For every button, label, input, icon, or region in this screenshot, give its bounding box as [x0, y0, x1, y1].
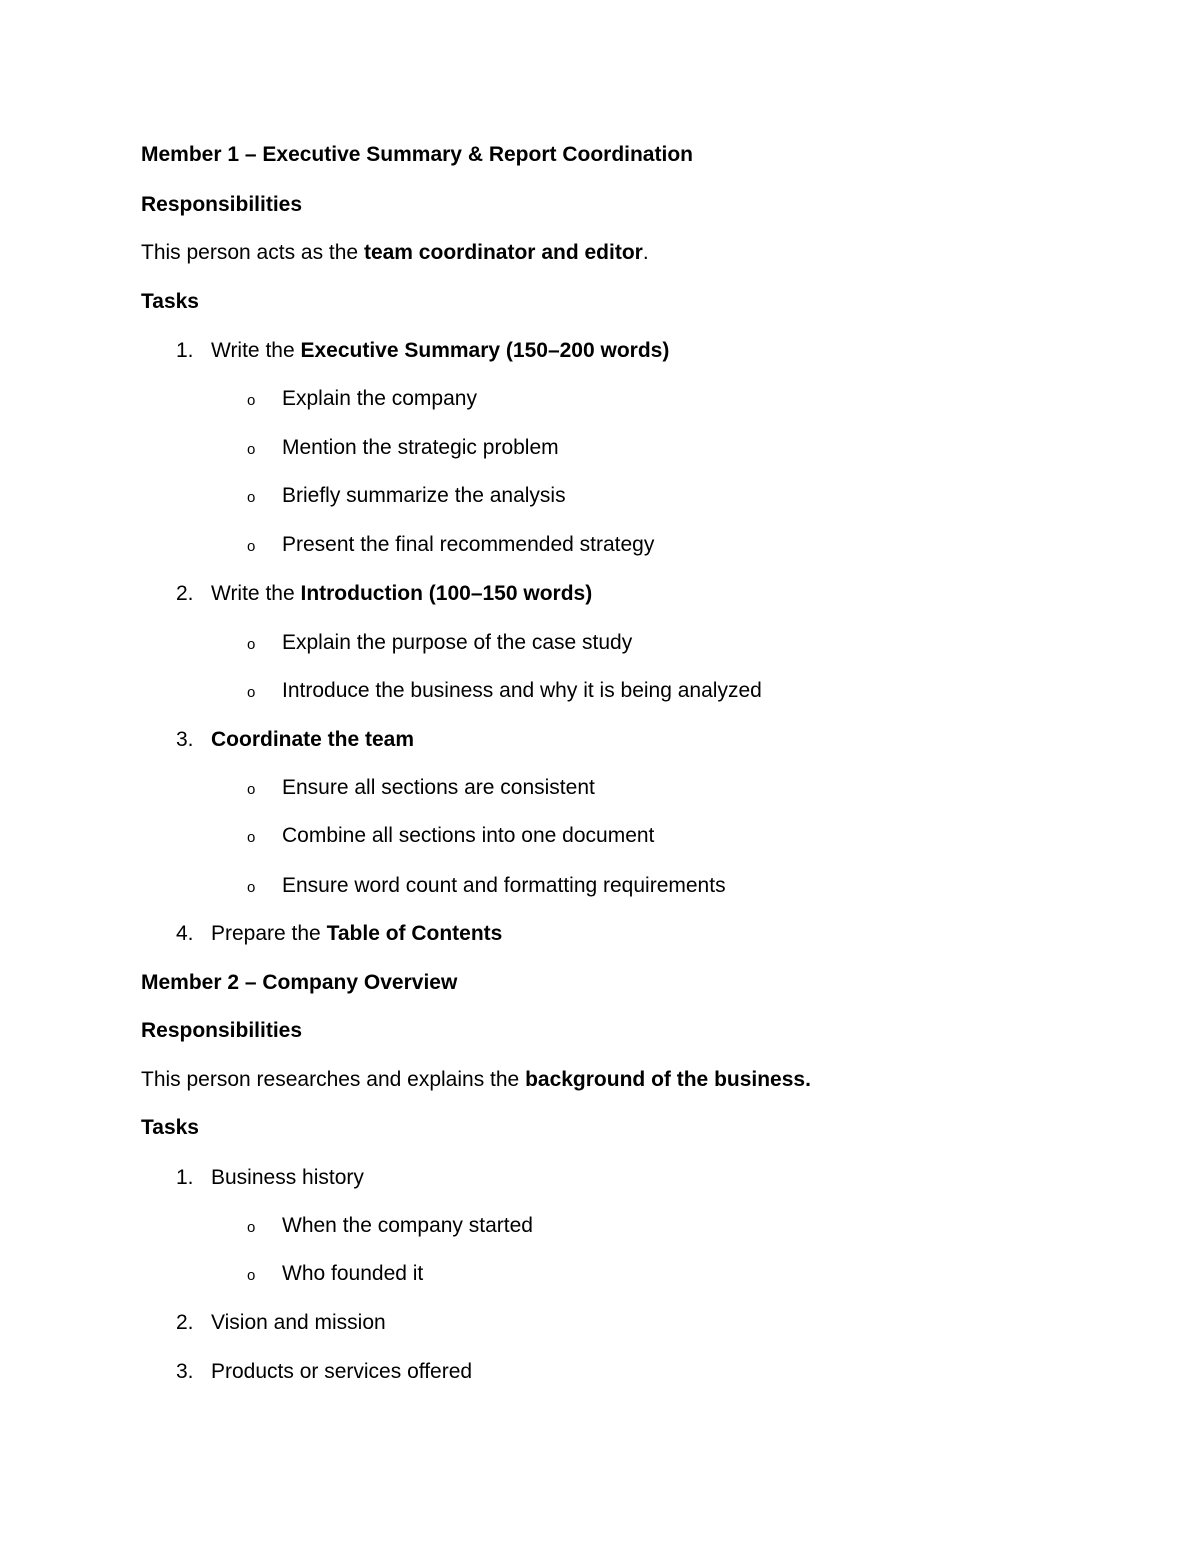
bullet-icon: o — [247, 392, 256, 409]
task-item: Business history — [211, 1166, 364, 1189]
task-item — [211, 336, 669, 366]
member1-intro-prefix: This person acts as the — [141, 241, 364, 264]
bullet-icon: o — [247, 538, 256, 555]
task-prefix: Write the — [211, 582, 301, 605]
list-item: Who founded it — [282, 1262, 424, 1285]
task-number: 4. — [176, 922, 194, 945]
task-item: Coordinate the team — [211, 728, 415, 751]
member2-intro — [141, 1065, 811, 1095]
bullet-icon: o — [247, 684, 256, 701]
task-prefix: Prepare the — [211, 922, 327, 945]
list-item: Ensure word count and formatting requirements — [282, 874, 726, 897]
list-item: Explain the company — [282, 387, 477, 410]
list-item: Combine all sections into one document — [282, 824, 655, 847]
member2-heading: Member 2 – Company Overview — [141, 971, 458, 994]
task-prefix: Write the — [211, 339, 301, 362]
list-item: Introduce the business and why it is being analyzed — [282, 679, 762, 702]
bullet-icon: o — [247, 636, 256, 653]
member1-responsibilities-heading: Responsibilities — [141, 193, 303, 216]
list-item: Explain the purpose of the case study — [282, 631, 633, 654]
bullet-icon: o — [247, 441, 256, 458]
task-number: 2. — [176, 582, 194, 605]
list-item: When the company started — [282, 1214, 533, 1237]
task-bold: Table of Contents — [326, 922, 503, 945]
member1-intro-bold: team coordinator and editor — [363, 241, 643, 264]
bullet-icon: o — [247, 489, 256, 506]
member1-intro-suffix: . — [642, 241, 649, 264]
bullet-icon: o — [247, 879, 256, 896]
member1-intro — [141, 238, 649, 268]
bullet-icon: o — [247, 1267, 256, 1284]
bullet-icon: o — [247, 1219, 256, 1236]
task-number: 2. — [176, 1311, 194, 1334]
member2-responsibilities-heading: Responsibilities — [141, 1019, 303, 1042]
list-item: Briefly summarize the analysis — [282, 484, 566, 507]
member1-tasks-heading: Tasks — [141, 290, 199, 313]
list-item: Mention the strategic problem — [282, 436, 559, 459]
task-number: 1. — [176, 339, 194, 362]
task-item — [211, 919, 502, 949]
task-bold: Introduction (100–150 words) — [300, 582, 593, 605]
list-item: Ensure all sections are consistent — [282, 776, 595, 799]
task-item: Products or services offered — [211, 1360, 473, 1383]
bullet-icon: o — [247, 781, 256, 798]
list-item: Present the final recommended strategy — [282, 533, 655, 556]
member2-intro-suffix: . — [805, 1068, 811, 1091]
member1-heading: Member 1 – Executive Summary & Report Coordination — [141, 143, 693, 166]
bullet-icon: o — [247, 829, 256, 846]
task-item — [211, 579, 592, 609]
task-item: Vision and mission — [211, 1311, 386, 1334]
member2-intro-bold: background of the business — [525, 1068, 806, 1091]
member2-intro-prefix: This person researches and explains the — [141, 1068, 526, 1091]
member2-tasks-heading: Tasks — [141, 1116, 199, 1139]
task-number: 3. — [176, 1360, 194, 1383]
task-number: 1. — [176, 1166, 194, 1189]
task-number: 3. — [176, 728, 194, 751]
task-bold: Executive Summary (150–200 words) — [300, 339, 670, 362]
